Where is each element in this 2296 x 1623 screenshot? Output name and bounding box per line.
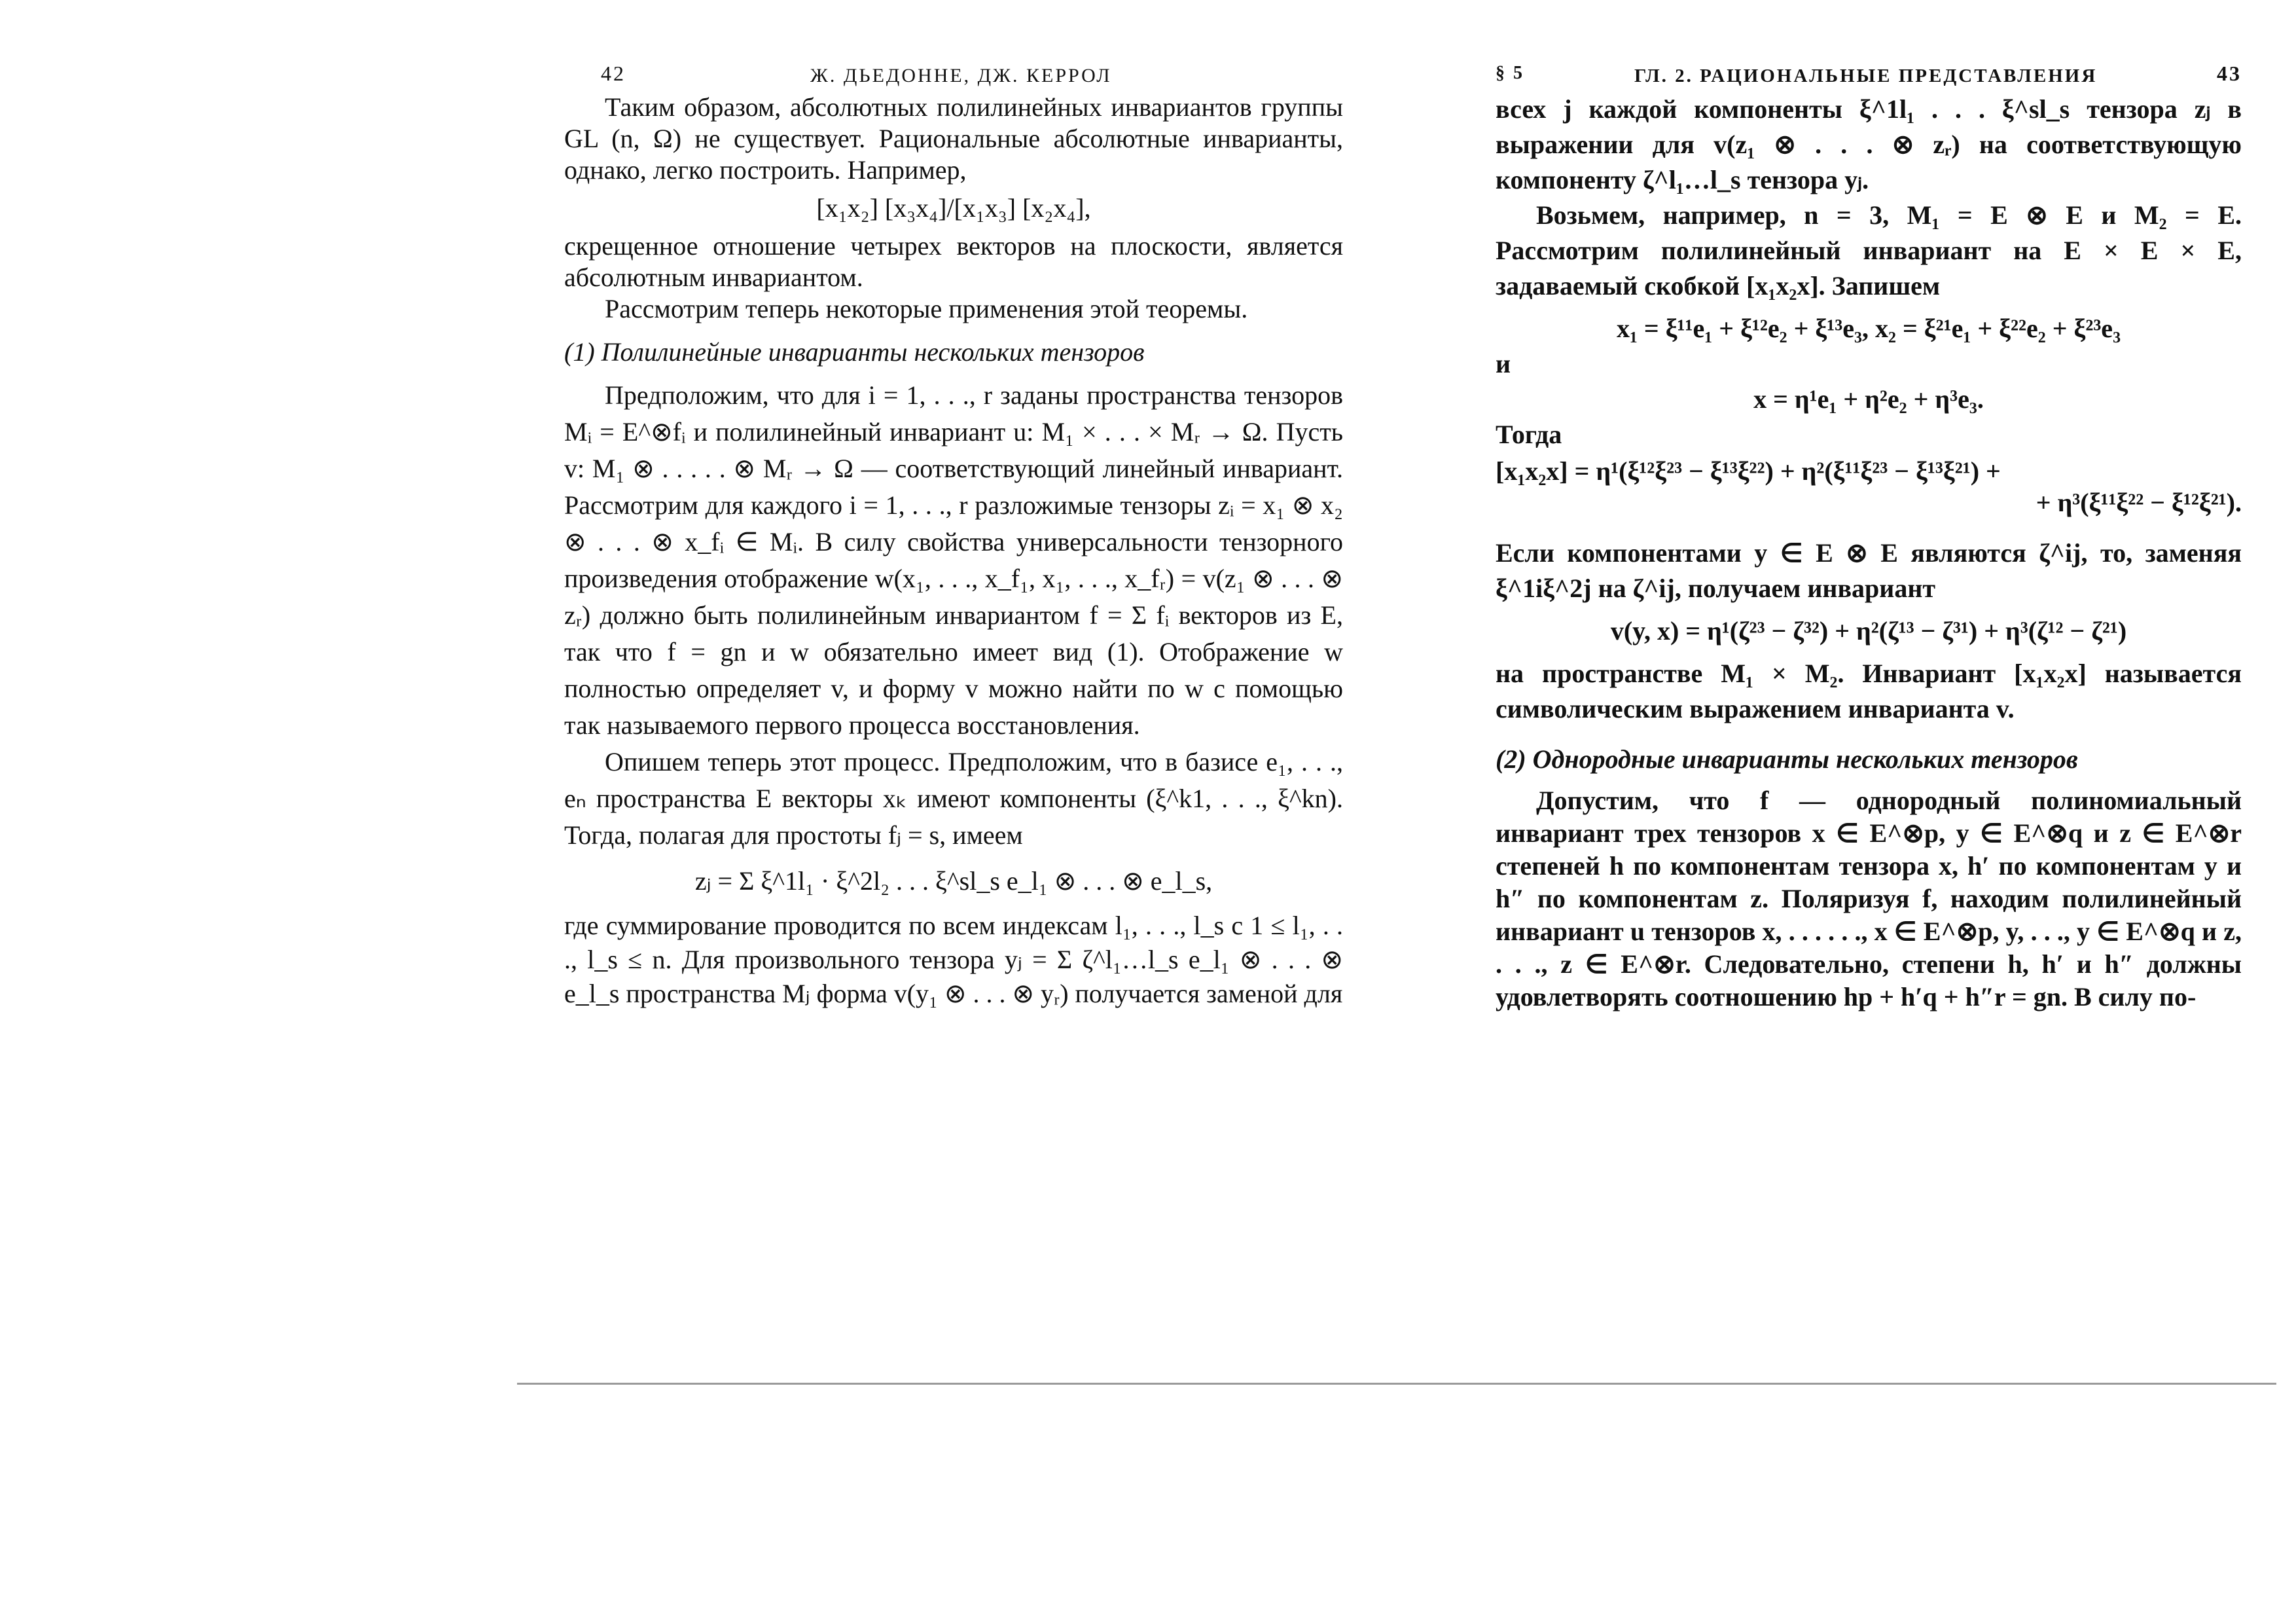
paragraph: Тогда — [1496, 420, 1562, 449]
paragraph: Рассмотрим теперь некоторые применения этой теоремы. — [605, 294, 1248, 323]
formula: [x₁x₂x] = η¹(ξ¹²ξ²³ − ξ¹³ξ²²) + η²(ξ¹¹ξ²³ − ξ¹³ξ²¹) + — [1496, 456, 2001, 486]
formula: x₁ = ξ¹¹e₁ + ξ¹²e₂ + ξ¹³e₃, x₂ = ξ²¹e₁ + ξ²²e₂ + ξ²³e₃ — [1616, 314, 2121, 343]
section-mark: § 5 — [1496, 63, 1524, 83]
formula: v(y, x) = η¹(ζ²³ − ζ³²) + η²(ζ¹³ − ζ³¹) + η³(ζ¹² − ζ²¹) — [1610, 616, 2127, 646]
formula: x = η¹e₁ + η²e₂ + η³e₃. — [1753, 384, 1984, 414]
paragraph: Возьмем, например, n = 3, M₁ = E ⊗ E и M₂ = E. Рассмотрим полилинейный инвариант на E × E × E, задаваемый скобкой [x₁x₂x]. Запишем — [1496, 200, 2242, 301]
paragraph: скрещенное отношение четырех векторов на плоскости, является абсолютным инвариантом. — [564, 231, 1343, 292]
scan-edge-line — [517, 1383, 2276, 1385]
running-head-right: ГЛ. 2. РАЦИОНАЛЬНЫЕ ПРЕДСТАВЛЕНИЯ — [1634, 65, 2098, 86]
right-page — [1496, 46, 2242, 1013]
formula: zⱼ = Σ ξ^1l₁ · ξ^2l₂ . . . ξ^sl_s e_l₁ ⊗ . . . ⊗ e_l_s, — [694, 866, 1213, 896]
running-head-left: Ж. ДЬЕДОННЕ, ДЖ. КЕРРОЛ — [810, 65, 1112, 86]
paragraph: Предположим, что для i = 1, . . ., r заданы пространства тензоров Mᵢ = E^⊗fᵢ и полилинейный инвариант u: M₁ × . . . × Mᵣ → Ω. Пусть v: M₁ ⊗ . . . . . ⊗ Mᵣ → Ω — соответствующий линейный инвариант. Рассмотрим для каждого i = 1, . . ., r разложимые тензоры zᵢ = x₁ ⊗ x₂ ⊗ . . . ⊗ x_fᵢ ∈ Mᵢ. В силу свойства универсальности тензорного произведения отображение w(x₁, . . ., x_f₁, x₁, . . ., x_fᵣ) = v(z₁ ⊗ . . . ⊗ zᵣ) должно быть полилинейным инвариантом f = Σ fᵢ векторов из E, так что f = gn и w обязательно имеет вид (1). Отображение w полностью определяет v, и форму v можно найти по w с помощью так называемого первого процесса восстановления. — [564, 380, 1343, 740]
paragraph: Таким образом, абсолютных полилинейных инвариантов группы GL (n, Ω) не существует. Рациональные абсолютные инварианты, однако, легко построить. Например, — [564, 92, 1343, 185]
formula: + η³(ξ¹¹ξ²² − ξ¹²ξ²¹). — [2036, 488, 2242, 517]
left-page — [564, 46, 1343, 1011]
paragraph: на пространстве M₁ × M₂. Инвариант [x₁x₂x] называется символическим выражением инварианта v. — [1496, 659, 2242, 723]
paragraph: Опишем теперь этот процесс. Предположим, что в базисе e₁, . . ., eₙ пространства E векторы xₖ имеют компоненты (ξ^k1, . . ., ξ^kn). Тогда, полагая для простоты fⱼ = s, имеем — [564, 747, 1343, 850]
formula: [x₁x₂] [x₃x₄]/[x₁x₃] [x₂x₄], — [816, 193, 1091, 223]
section-heading: (2) Однородные инварианты нескольких тензоров — [1496, 744, 2078, 774]
paragraph: Допустим, что f — однородный полиномиальный инвариант трех тензоров x ∈ E^⊗p, y ∈ E^⊗q и z ∈ E^⊗r степеней h по компонентам тензора x, h′ по компонентам y и h″ по компонентам z. Поляризуя f, находим полилинейный инвариант u тензоров x, . . . . . ., x ∈ E^⊗p, y, . . ., y ∈ E^⊗q и z, . . ., z ∈ E^⊗r. Следовательно, степени h, h′ и h″ должны удовлетворять соотношению hp + h′q + h″r = gn. В силу по- — [1496, 786, 2242, 1012]
paragraph: всех j каждой компоненты ξ^1l₁ . . . ξ^sl_s тензора zⱼ в выражении для v(z₁ ⊗ . . . ⊗ zᵣ) на соответствующую компоненту ζ^l₁…l_s тензора yⱼ. — [1496, 94, 2242, 194]
paragraph: Если компонентами y ∈ E ⊗ E являются ζ^ij, то, заменяя ξ^1iξ^2j на ζ^ij, получаем инвариант — [1496, 538, 2242, 603]
left-header — [564, 46, 1343, 92]
paragraph: где суммирование проводится по всем индексам l₁, . . ., l_s с 1 ≤ l₁, . . ., l_s ≤ n. Для произвольного тензора yⱼ = Σ ζ^l₁…l_s e_l₁ ⊗ . . . ⊗ e_l_s пространства Mⱼ форма v(y₁ ⊗ . . . ⊗ yᵣ) получается заменой для — [564, 911, 1343, 1008]
section-heading: (1) Полилинейные инварианты нескольких тензоров — [564, 337, 1145, 367]
page-number-left: 42 — [601, 62, 626, 85]
paragraph: и — [1496, 349, 1511, 378]
right-header — [1496, 46, 2242, 92]
page-number-right: 43 — [2217, 62, 2242, 85]
